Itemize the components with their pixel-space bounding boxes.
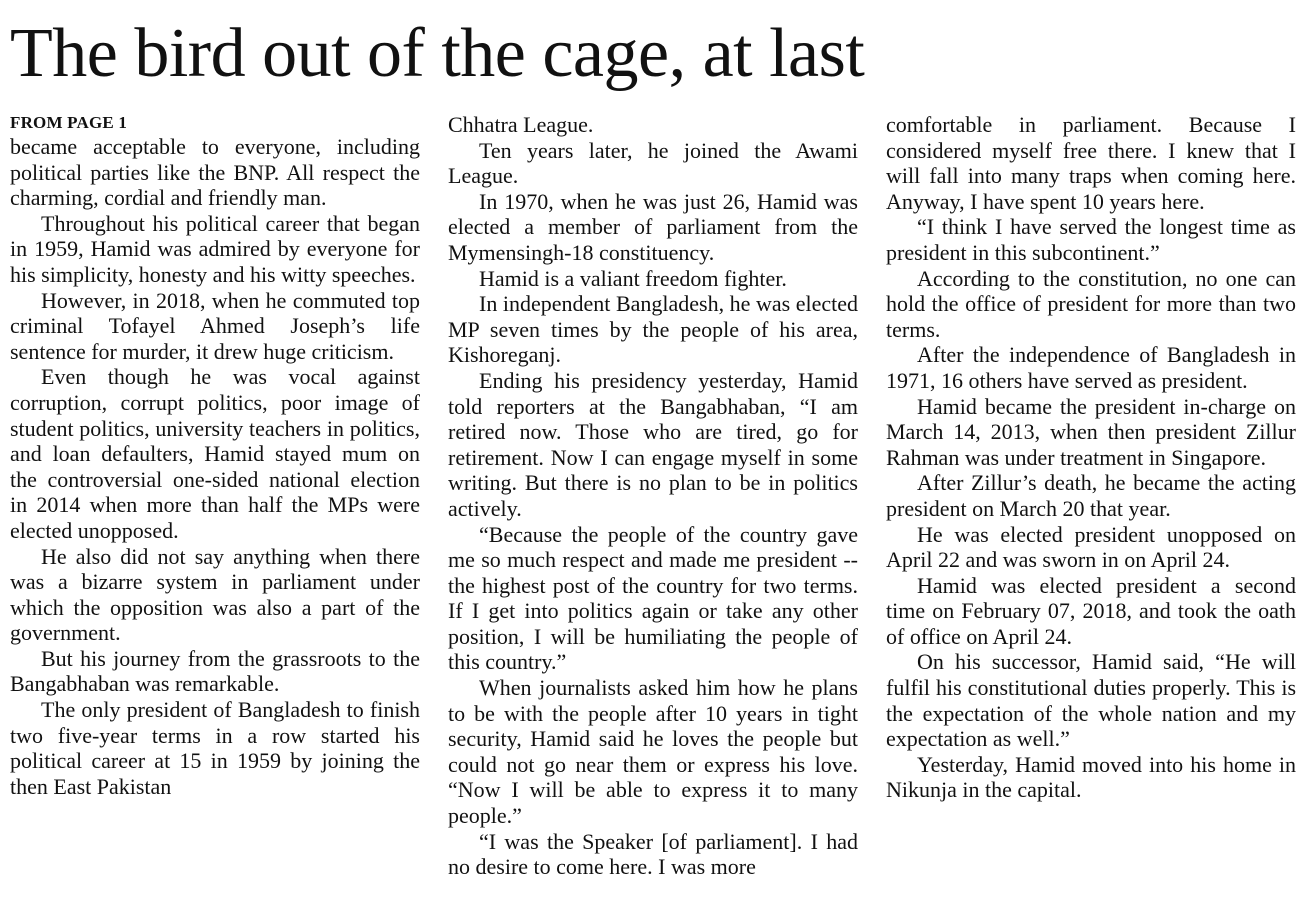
paragraph: Hamid was elected president a second time on February 07, 2018, and took the oath of office on April 24. xyxy=(886,572,1296,649)
paragraph: When journalists asked him how he plans to be with the people after 10 years in tight security, Hamid said he loves the people but could not go near them or express his love. “Now I will be able to express it to many people.” xyxy=(448,675,858,829)
paragraph: On his successor, Hamid said, “He will fulfil his constitutional duties properly. This is the expectation of the whole nation and my expectation as well.” xyxy=(886,649,1296,752)
paragraph: became acceptable to everyone, including political parties like the BNP. All respect the charming, cordial and friendly man. xyxy=(10,134,420,211)
paragraph: Even though he was vocal against corruption, corrupt politics, poor image of student politics, university teachers in politics, and loan defaulters, Hamid stayed mum on the controversial one-sided national election in 2014 when more than half the MPs were elected unopposed. xyxy=(10,364,420,543)
paragraph: He was elected president unopposed on April 22 and was sworn in on April 24. xyxy=(886,521,1296,573)
paragraph: “I was the Speaker [of parliament]. I had no desire to come here. I was more xyxy=(448,828,858,880)
paragraph: Hamid is a valiant freedom fighter. xyxy=(479,265,787,291)
article-column-2 xyxy=(448,112,858,880)
paragraph: Ending his presidency yesterday, Hamid told reporters at the Bangabhaban, “I am retired now. Those who are tired, go for retirement. Now I can engage myself in some writing. But there is no plan to be in politics actively. xyxy=(448,367,858,521)
paragraph: But his journey from the grassroots to the Bangabhaban was remarkable. xyxy=(10,645,420,697)
paragraph: Hamid became the president in-charge on March 14, 2013, when then president Zillur Rahman was under treatment in Singapore. xyxy=(886,393,1296,470)
paragraph: However, in 2018, when he commuted top criminal Tofayel Ahmed Joseph’s life sentence for murder, it drew huge criticism. xyxy=(10,287,420,364)
paragraph: The only president of Bangladesh to finish two five-year terms in a row started his political career at 15 in 1959 by joining the then East Pakistan xyxy=(10,697,420,799)
paragraph: After Zillur’s death, he became the acting president on March 20 that year. xyxy=(886,470,1296,521)
article-column-1 xyxy=(10,112,420,799)
paragraph: Yesterday, Hamid moved into his home in Nikunja in the capital. xyxy=(886,751,1296,803)
paragraph: After the independence of Bangladesh in 1971, 16 others have served as president. xyxy=(886,342,1296,393)
paragraph: comfortable in parliament. Because I considered myself free there. I knew that I will fall into many traps when coming here. Anyway, I have spent 10 years here. xyxy=(886,112,1296,214)
paragraph: Ten years later, he joined the Awami League. xyxy=(448,137,858,189)
paragraph: Throughout his political career that began in 1959, Hamid was admired by everyone for his simplicity, honesty and his witty speeches. xyxy=(10,210,420,287)
paragraph: “Because the people of the country gave me so much respect and made me president -- the highest post of the country for two terms. If I get into politics again or take any other position, I will be humiliating the people of this country.” xyxy=(448,521,858,675)
paragraph: He also did not say anything when there was a bizarre system in parliament under which the opposition was also a part of the government. xyxy=(10,543,420,646)
paragraph: In independent Bangladesh, he was elected MP seven times by the people of his area, Kishoreganj. xyxy=(448,291,858,368)
paragraph: According to the constitution, no one can hold the office of president for more than two terms. xyxy=(886,265,1296,342)
kicker: FROM PAGE 1 xyxy=(10,113,128,132)
headline: The bird out of the cage, at last xyxy=(10,15,865,92)
paragraph: In 1970, when he was just 26, Hamid was elected a member of parliament from the Mymensingh-18 constituency. xyxy=(448,188,858,265)
article-column-3 xyxy=(886,112,1296,803)
paragraph: Chhatra League. xyxy=(448,112,594,137)
paragraph: “I think I have served the longest time as president in this subcontinent.” xyxy=(886,214,1296,265)
